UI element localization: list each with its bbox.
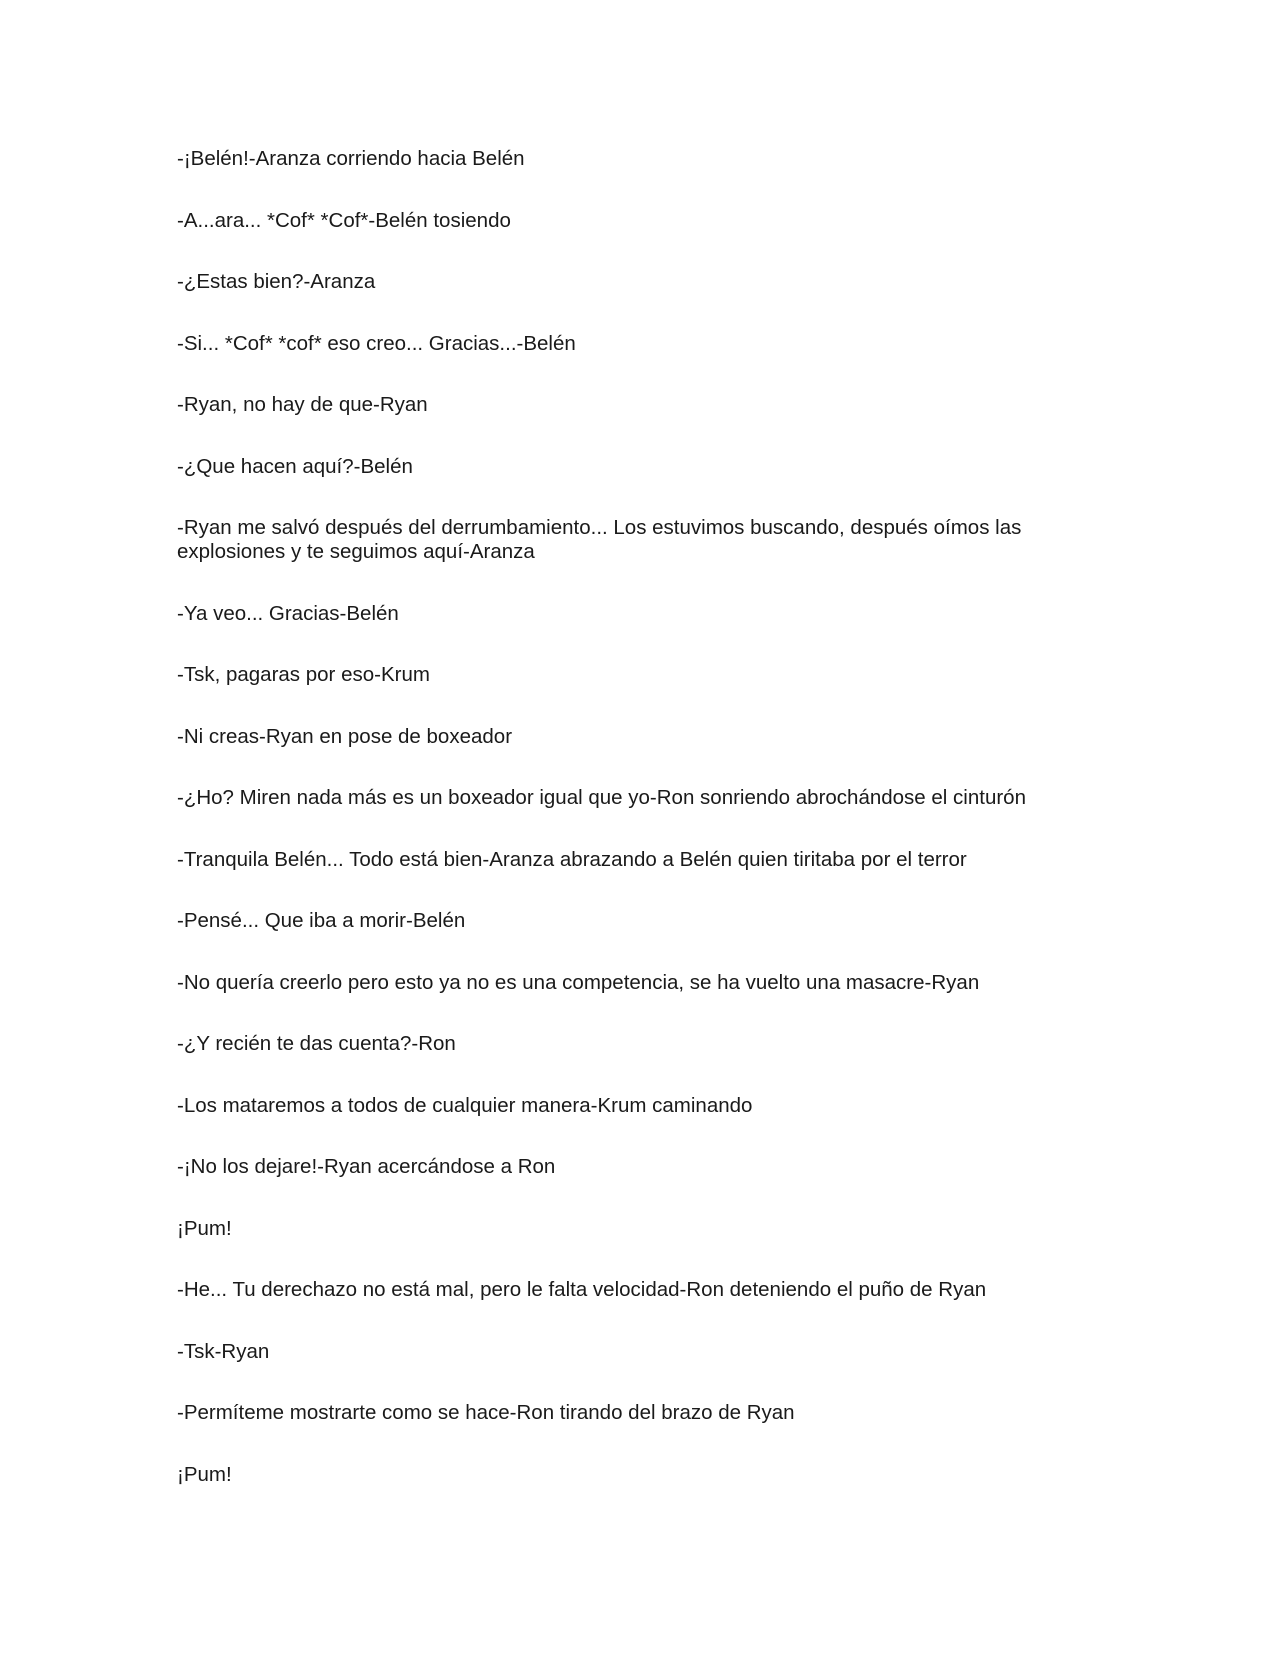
paragraph: -¿Que hacen aquí?-Belén	[177, 454, 413, 478]
paragraph: -Ya veo... Gracias-Belén	[177, 601, 399, 625]
paragraph: -He... Tu derechazo no está mal, pero le falta velocidad-Ron deteniendo el puño de Ryan	[177, 1278, 987, 1301]
paragraph: -Tranquila Belén... Todo está bien-Aranza abrazando a Belén quien tiritaba por el terror	[177, 847, 967, 871]
paragraph: -¿Estas bien?-Aranza	[177, 270, 376, 293]
paragraph: -Los mataremos a todos de cualquier manera-Krum caminando	[177, 1093, 753, 1117]
paragraph: -¡No los dejare!-Ryan acercándose a Ron	[177, 1155, 556, 1178]
paragraph: -Si... *Cof* *cof* eso creo... Gracias...-Belén	[177, 331, 576, 355]
paragraph: -Tsk-Ryan	[177, 1339, 270, 1363]
paragraph: -No quería creerlo pero esto ya no es una competencia, se ha vuelto una masacre-Ryan	[177, 970, 980, 994]
paragraph: -¡Belén!-Aranza corriendo hacia Belén	[177, 147, 525, 170]
paragraph: -Permíteme mostrarte como se hace-Ron tirando del brazo de Ryan	[177, 1401, 795, 1424]
paragraph: -¿Ho? Miren nada más es un boxeador igual que yo-Ron sonriendo abrochándose el cinturón	[177, 786, 1026, 809]
paragraph: -Ryan me salvó después del derrumbamiento... Los estuvimos buscando, después oímos las explosiones y te seguimos aquí-Aranza	[177, 516, 1022, 563]
paragraph: ¡Pum!	[177, 1216, 232, 1240]
paragraph: -A...ara... *Cof* *Cof*-Belén tosiendo	[177, 208, 511, 232]
paragraph: -Pensé... Que iba a morir-Belén	[177, 909, 466, 932]
paragraph: -Ryan, no hay de que-Ryan	[177, 393, 428, 416]
paragraph: -Tsk, pagaras por eso-Krum	[177, 663, 430, 686]
paragraph: ¡Pum!	[177, 1462, 232, 1486]
document-body	[177, 147, 1057, 1524]
paragraph: -¿Y recién te das cuenta?-Ron	[177, 1032, 456, 1055]
paragraph: -Ni creas-Ryan en pose de boxeador	[177, 724, 513, 748]
